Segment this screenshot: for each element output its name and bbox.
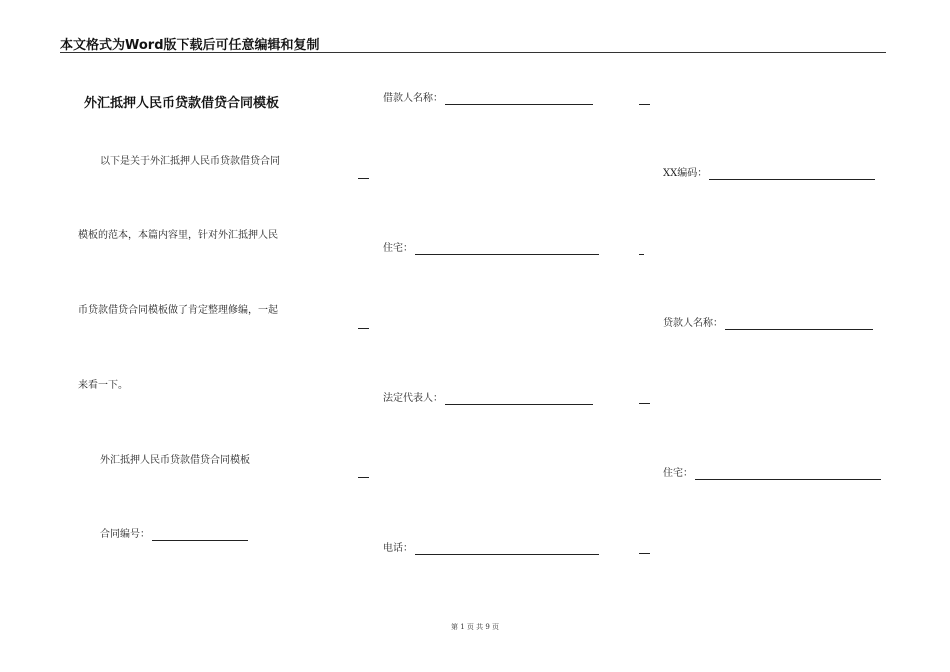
lender-address-field (663, 468, 881, 480)
right-dash-3 (639, 403, 650, 404)
lender-address-label: 住宅： (663, 468, 693, 479)
legal-representative-field (383, 393, 593, 405)
borrower-name-field (383, 93, 593, 105)
xx-code-label: XX编码： (663, 168, 708, 179)
mid-dash-2 (358, 328, 369, 329)
legal-representative-label: 法定代表人： (383, 393, 443, 404)
right-dash-2 (639, 254, 644, 255)
intro-line-1: 以下是关于外汇抵押人民币贷款借贷合同 (100, 156, 280, 167)
xx-code-blank (709, 169, 875, 180)
page-footer: 第 1 页 共 9 页 (450, 623, 500, 631)
header-text: 本文格式为Word版下载后可任意编辑和复制 (60, 38, 320, 53)
phone-field (383, 543, 599, 555)
borrower-address-blank (415, 244, 599, 255)
intro-line-3: 币贷款借贷合同模板做了肯定整理修编，一起 (78, 305, 278, 316)
contract-number-field (100, 529, 248, 541)
borrower-address-label: 住宅： (383, 243, 413, 254)
borrower-name-label: 借款人名称： (383, 93, 443, 104)
mid-dash-1 (358, 178, 369, 179)
phone-blank (415, 544, 599, 555)
lender-name-field (663, 318, 873, 330)
lender-name-label: 贷款人名称： (663, 318, 723, 329)
xx-code-field (663, 168, 875, 180)
borrower-name-blank (445, 94, 593, 105)
legal-representative-blank (445, 394, 593, 405)
right-dash-4 (639, 553, 650, 554)
document-title: 外汇抵押人民币贷款借贷合同模板 (84, 96, 280, 111)
mid-dash-3 (358, 477, 369, 478)
borrower-address-field (383, 243, 599, 255)
lender-address-blank (695, 469, 881, 480)
lender-name-blank (725, 319, 873, 330)
intro-line-4: 来看一下。 (78, 380, 128, 391)
intro-line-2: 模板的范本，本篇内容里，针对外汇抵押人民 (78, 230, 278, 241)
document-header (60, 34, 886, 53)
subtitle: 外汇抵押人民币贷款借贷合同模板 (100, 455, 250, 466)
contract-number-blank (152, 530, 248, 541)
contract-number-label: 合同编号： (100, 529, 150, 540)
right-dash-1 (639, 104, 650, 105)
phone-label: 电话： (383, 543, 413, 554)
